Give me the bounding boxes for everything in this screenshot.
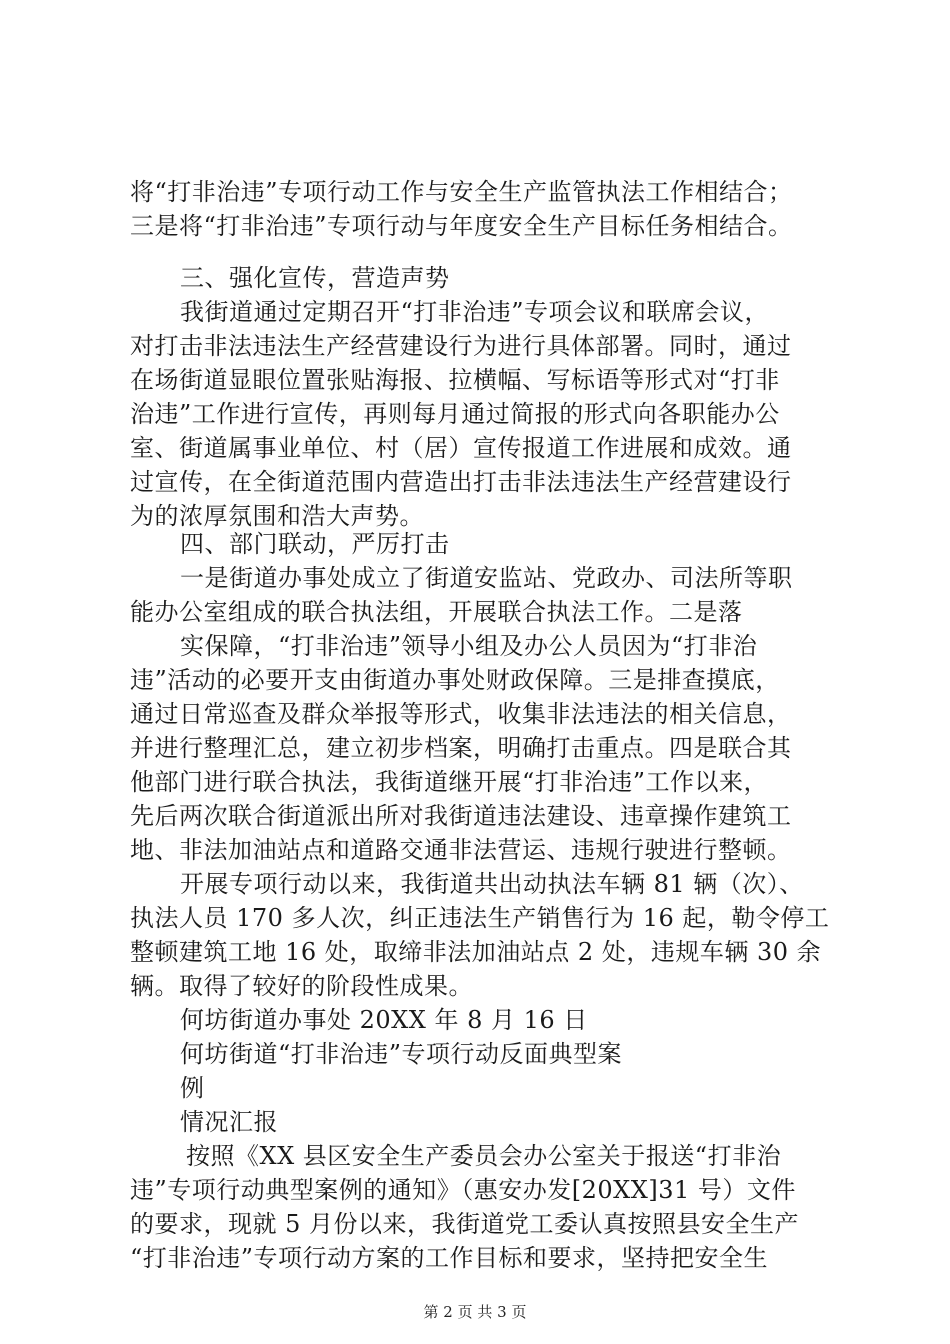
- report-title-line: 情况汇报: [180, 1108, 278, 1136]
- body-text-line: 执法人员 170 多人次，纠正违法生产销售行为 16 起，勒令停工: [130, 904, 830, 932]
- body-text-line: 三是将“打非治违”专项行动与年度安全生产目标任务相结合。: [130, 212, 793, 240]
- body-text-line: 先后两次联合街道派出所对我街道违法建设、违章操作建筑工: [130, 802, 792, 830]
- body-text-line: 对打击非法违法生产经营建设行为进行具体部署。同时，通过: [130, 332, 792, 360]
- body-text-line: 能办公室组成的联合执法组，开展联合执法工作。二是落: [130, 598, 743, 626]
- page-footer: 第 2 页 共 3 页: [423, 1303, 527, 1321]
- section-heading: 三、强化宣传，营造声势: [180, 264, 450, 292]
- body-text-line: 一是街道办事处成立了街道安监站、党政办、司法所等职: [180, 564, 793, 592]
- body-text-line: 并进行整理汇总，建立初步档案，明确打击重点。四是联合其: [130, 734, 792, 762]
- body-text-line: 治违”工作进行宣传，再则每月通过简报的形式向各职能办公: [130, 400, 780, 428]
- body-text-line: 违”专项行动典型案例的通知》（惠安办发[20XX]31 号）文件: [130, 1176, 796, 1204]
- body-text-line: 辆。取得了较好的阶段性成果。: [130, 972, 473, 1000]
- body-text-line: 实保障，“打非治违”领导小组及办公人员因为“打非治: [180, 632, 758, 660]
- body-text-line: 过宣传，在全街道范围内营造出打击非法违法生产经营建设行: [130, 468, 792, 496]
- body-text-line: 我街道通过定期召开“打非治违”专项会议和联席会议，: [180, 298, 770, 326]
- body-text-line: 为的浓厚氛围和浩大声势。: [130, 502, 424, 530]
- body-text-line: 将“打非治违”专项行动工作与安全生产监管执法工作相结合；: [130, 178, 793, 206]
- body-text-line: 他部门进行联合执法，我街道继开展“打非治违”工作以来，: [130, 768, 769, 796]
- body-text-line: 在场街道显眼位置张贴海报、拉横幅、写标语等形式对“打非: [130, 366, 780, 394]
- body-text-line: “打非治违”专项行动方案的工作目标和要求，坚持把安全生: [130, 1244, 769, 1272]
- body-text-line: 的要求，现就 5 月份以来，我街道党工委认真按照县安全生产: [130, 1210, 800, 1238]
- section-heading: 四、部门联动，严厉打击: [180, 530, 450, 558]
- report-title-line: 何坊街道“打非治违”专项行动反面典型案: [180, 1040, 623, 1068]
- body-text-line: 通过日常巡查及群众举报等形式，收集非法违法的相关信息，: [130, 700, 792, 728]
- report-title-line: 例: [180, 1074, 205, 1102]
- body-text-line: 整顿建筑工地 16 处，取缔非法加油站点 2 处，违规车辆 30 余: [130, 938, 822, 966]
- body-text-line: 室、街道属事业单位、村（居）宣传报道工作进展和成效。通: [130, 434, 792, 462]
- body-text-line: 违”活动的必要开支由街道办事处财政保障。三是排查摸底，: [130, 666, 780, 694]
- body-text-line: 按照《XX 县区安全生产委员会办公室关于报送“打非治: [186, 1142, 782, 1170]
- body-text-line: 地、非法加油站点和道路交通非法营运、违规行驶进行整顿。: [130, 836, 792, 864]
- signature-date: 何坊街道办事处 20XX 年 8 月 16 日: [180, 1006, 588, 1034]
- body-text-line: 开展专项行动以来，我街道共出动执法车辆 81 辆（次）、: [180, 870, 804, 898]
